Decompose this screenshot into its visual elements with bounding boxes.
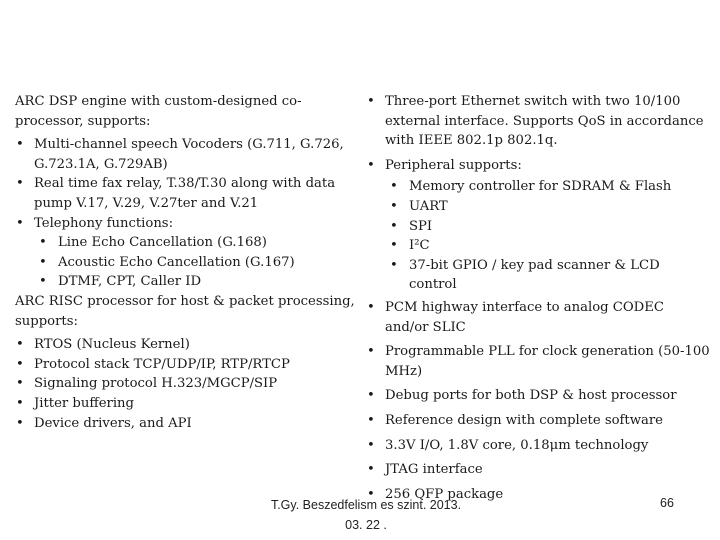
sublist-item: • I²C [385, 236, 711, 256]
list-item-text: Multi-channel speech Vocoders (G.711, G.726, G.723.1A, G.729AB) [34, 137, 344, 172]
left-column [15, 92, 355, 433]
page-number: 66 [660, 496, 674, 510]
list-item: • PCM highway interface to analog CODEC and/or SLIC [366, 298, 711, 337]
dsp-engine-intro: ARC DSP engine with custom-designed co-processor, supports: [15, 94, 302, 129]
list-item: • 256 QFP package [366, 485, 711, 505]
footer-line-1: T.Gy. Beszedfelism es szint. 2013. [270, 498, 462, 512]
list-item-text: Telephony functions: [34, 215, 174, 231]
sublist-item: • SPI [385, 217, 711, 237]
sublist-item: • UART [385, 197, 711, 217]
footer-citation [250, 495, 482, 535]
telephony-sublist [34, 233, 355, 292]
list-item [15, 135, 355, 174]
list-item: • Debug ports for both DSP & host processor [366, 386, 711, 406]
list-item [15, 174, 355, 213]
list-item: • Device drivers, and API [15, 414, 355, 434]
peripheral-sublist [385, 177, 711, 295]
risc-features-list [15, 335, 355, 433]
dsp-features-list [15, 135, 355, 292]
sublist-item: • Line Echo Cancellation (G.168) [34, 233, 355, 253]
list-item: • 3.3V I/O, 1.8V core, 0.18μm technology [366, 436, 711, 456]
list-item: • Reference design with complete software [366, 411, 711, 431]
right-column [366, 92, 711, 509]
list-item: • Jitter buffering [15, 394, 355, 414]
list-item: • JTAG interface [366, 460, 711, 480]
list-item: • Signaling protocol H.323/MGCP/SIP [15, 374, 355, 394]
list-item-text: Three-port Ethernet switch with two 10/100 external interface. Supports QoS in accordance with IEEE 802.1p 802.1q. [385, 94, 704, 149]
sublist-item: • DTMF, CPT, Caller ID [34, 272, 355, 292]
risc-processor-intro: ARC RISC processor for host & packet processing, supports: [15, 293, 355, 329]
list-item: • Protocol stack TCP/UDP/IP, RTP/RTCP [15, 355, 355, 375]
sublist-item: • Memory controller for SDRAM & Flash [385, 177, 711, 197]
hardware-features-list [366, 92, 711, 504]
sublist-item: • 37-bit GPIO / key pad scanner & LCD control [385, 256, 711, 295]
list-item-text: Peripheral supports: [385, 157, 522, 173]
list-item [366, 156, 711, 295]
list-item: • Programmable PLL for clock generation (50-100 MHz) [366, 342, 711, 381]
list-item-text: Real time fax relay, T.38/T.30 along with data pump V.17, V.29, V.27ter and V.21 [34, 176, 336, 211]
sublist-item: • Acoustic Echo Cancellation (G.167) [34, 253, 355, 273]
footer-line-2: 03. 22 . [345, 518, 387, 532]
list-item: • RTOS (Nucleus Kernel) [15, 335, 355, 355]
list-item [366, 92, 711, 151]
list-item [15, 214, 355, 292]
